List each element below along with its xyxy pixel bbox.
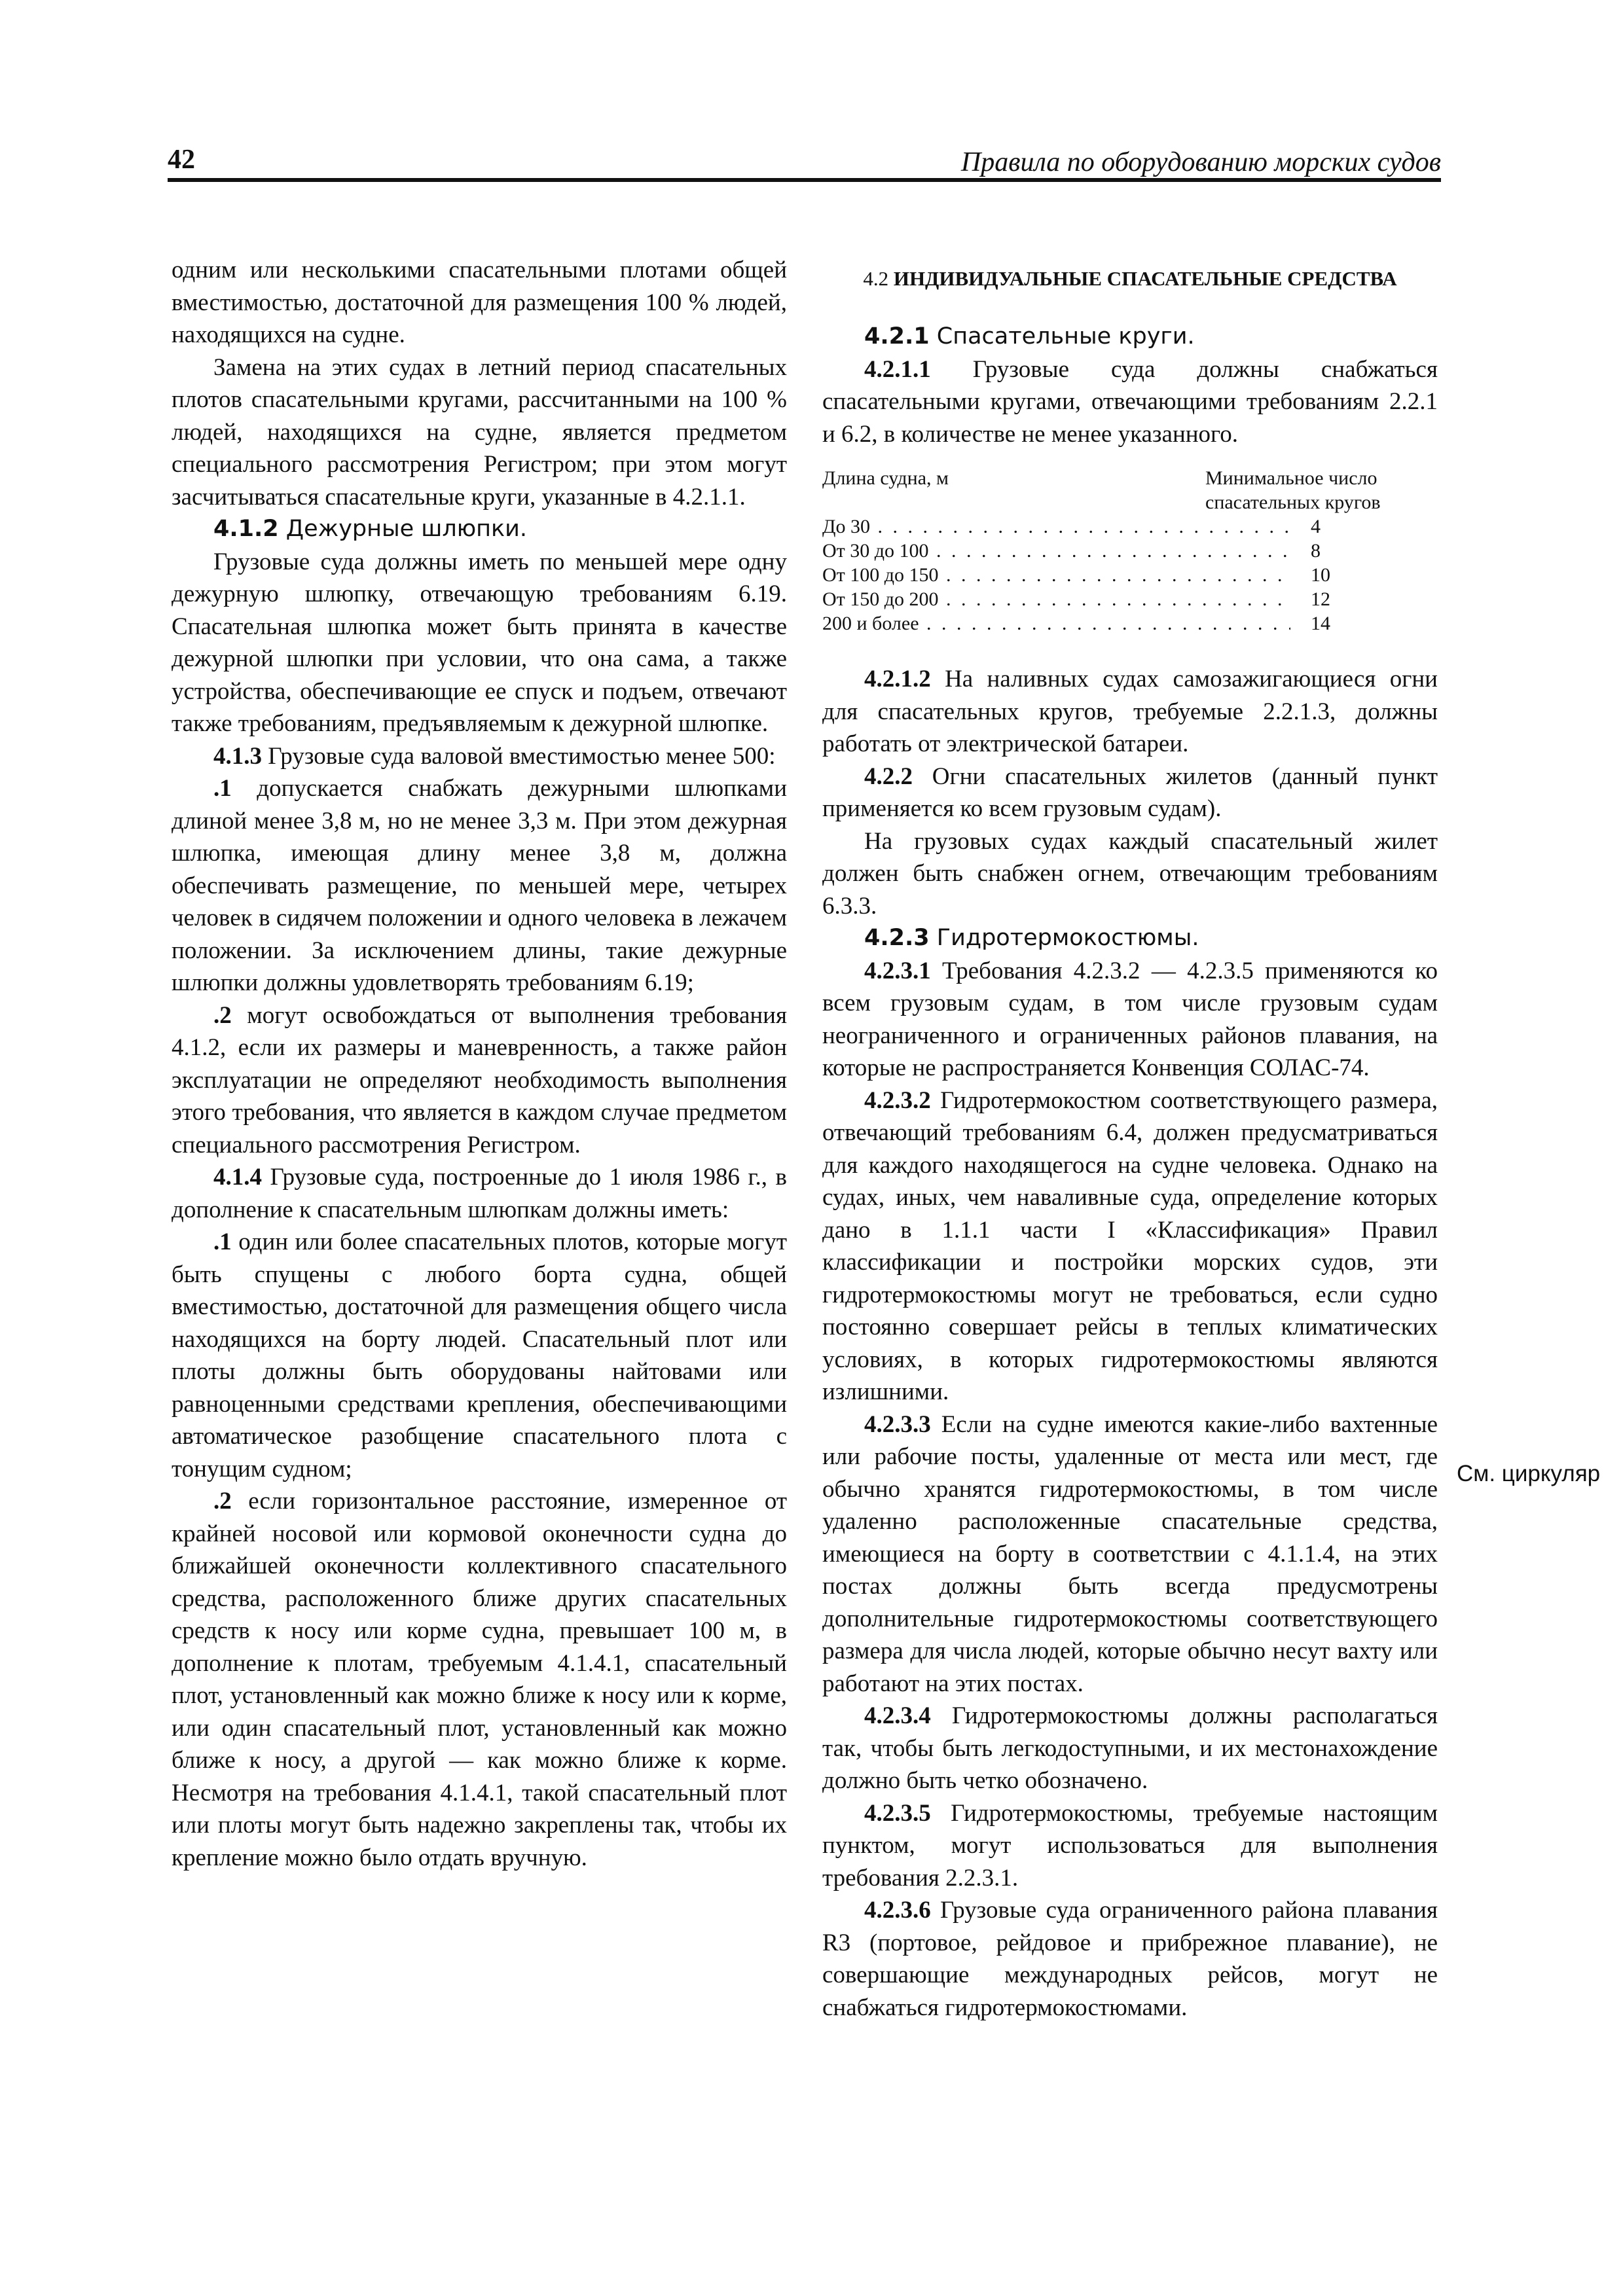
table-cell-count: 8 bbox=[1305, 539, 1321, 563]
clause-number: .2 bbox=[213, 1001, 232, 1029]
clause-paragraph: .2 могут освобождаться от выполнения требования 4.1.2, если их размеры и маневренность, а также район эксплуатации не определяют необходимость выполнения этого требования, что является в каждом случае предметом специального рассмотрения Регистром. bbox=[172, 1001, 787, 1158]
table-cell-length: От 100 до 150 . . . bbox=[822, 563, 1290, 587]
table-cell-length: 200 и более . . . bbox=[822, 611, 1290, 636]
table-col-count-header: Минимальное число спасательных кругов bbox=[1205, 467, 1381, 513]
table-cell-count: 4 bbox=[1305, 514, 1321, 539]
clause-number: 4.1.2 bbox=[213, 516, 279, 542]
clause-paragraph: 4.2.1.1 Грузовые суда должны снабжаться спасательными кругами, отвечающими требованиям 2.2.1 и 6.2, в количестве не менее указанного. bbox=[822, 355, 1438, 448]
clause-number: .1 bbox=[213, 1229, 232, 1255]
clause-paragraph: 4.2.3.2 Гидротермокостюм соответствующего размера, отвечающий требованиям 6.4, должен предусматриваться для каждого находящегося на судне человека. Однако на судах, иных, чем наваливные суда, определение которых дано в 1.1.1 части I «Классификация» Правил классификации и постройки морских судов, эти гидротермокостюмы могут не требоваться, если судно постоянно совершает рейсы в теплых климатических условиях, в которых гидротермокостюмы являются излишними. bbox=[822, 1086, 1438, 1405]
clause-number: 4.2.1.1 bbox=[864, 355, 931, 383]
clause-number: 4.1.3 bbox=[213, 742, 262, 770]
page-header bbox=[168, 144, 1441, 183]
table-cell-count: 10 bbox=[1305, 563, 1330, 587]
table-cell-length: От 30 до 100 . . . bbox=[822, 539, 1290, 563]
clause-paragraph: 4.2.3.4 Гидротермокостюмы должны располагаться так, чтобы быть легкодоступными, и их местонахождение должно быть четко обозначено. bbox=[822, 1702, 1438, 1794]
section-title bbox=[822, 266, 1438, 292]
right-column-top bbox=[822, 321, 1438, 450]
section-title-text: ИНДИВИДУАЛЬНЫЕ СПАСАТЕЛЬНЫЕ СРЕДСТВА bbox=[893, 267, 1397, 290]
clause-paragraph: 4.1.4 Грузовые суда, построенные до 1 июля 1986 г., в дополнение к спасательным шлюпкам должны иметь: bbox=[172, 1164, 787, 1223]
table-cell-length: До 30 . . . bbox=[822, 514, 1290, 539]
right-column bbox=[822, 254, 1438, 2024]
clause-number: 4.2.3.2 bbox=[864, 1086, 931, 1114]
clause-number: 4.1.4 bbox=[213, 1164, 262, 1191]
clause-number: 4.2.3.1 bbox=[864, 957, 931, 984]
table-cell-length: От 150 до 200 . . . bbox=[822, 587, 1290, 611]
clause-number: 4.2.1.2 bbox=[864, 666, 931, 692]
table-row bbox=[822, 611, 1438, 636]
clause-number: 4.2.3.6 bbox=[864, 1897, 931, 1924]
table-header bbox=[822, 466, 1438, 514]
clause-paragraph: 4.2.1.2 На наливных судах самозажигающиеся огни для спасательных кругов, требуемые 2.2.1.3, должны работать от электрической батареи. bbox=[822, 666, 1438, 757]
clause-number: 4.2.2 bbox=[864, 762, 913, 790]
clause-paragraph: 4.1.3 Грузовые суда валовой вместимостью менее 500: bbox=[213, 742, 776, 770]
clause-number: .1 bbox=[213, 775, 232, 802]
clause-paragraph: 4.2.3.3 Если на судне имеются какие-либо вахтенные или рабочие посты, удаленные от места или мест, где обычно хранятся гидротермокостюмы, в том числе удаленно расположенные спасательные средства, имеющиеся на борту в соответствии с 4.1.1.4, на этих постах должны быть всегда предусмотрены дополнительные гидротермокостюмы соответствующего размера для числа людей, которые обычно несут вахту или работают на этих постах. bbox=[822, 1410, 1438, 1697]
clause-number: 4.2.3.5 bbox=[864, 1799, 931, 1827]
margin-note: См. циркуляр bbox=[1457, 1461, 1601, 1486]
paragraph: Грузовые суда должны иметь по меньшей мере одну дежурную шлюпку, отвечающую требованиям 6.19. Спасательная шлюпка может быть принята в качестве дежурной шлюпки при условии, что она сама, а также устройства, обеспечивающие ее спуск и подъем, отвечают также требованиям, предъявляемым к дежурной шлюпке. bbox=[172, 548, 787, 737]
table-row bbox=[822, 514, 1438, 539]
clause-paragraph: 4.2.3.6 Грузовые суда ограниченного района плавания R3 (портовое, рейдовое и прибрежное плавание), не совершающие международных рейсов, могут не снабжаться гидротермокостюмами. bbox=[822, 1897, 1438, 2021]
table-row bbox=[822, 539, 1438, 563]
table-col-length-header: Длина судна, м bbox=[822, 467, 949, 489]
table-body bbox=[822, 514, 1438, 636]
section-number: 4.2 bbox=[863, 267, 889, 290]
paragraph: На грузовых судах каждый спасательный жилет должен быть снабжен огнем, отвечающим требованиям 6.3.3. bbox=[822, 827, 1438, 920]
table-row bbox=[822, 587, 1438, 611]
lifebuoy-table bbox=[822, 466, 1438, 636]
clause-number: 4.2.1 bbox=[864, 323, 930, 350]
clause-heading: 4.2.1 Спасательные круги. bbox=[864, 323, 1195, 350]
table-row bbox=[822, 563, 1438, 587]
table-cell-count: 14 bbox=[1305, 611, 1330, 636]
clause-number: 4.2.3 bbox=[864, 925, 930, 951]
clause-paragraph: .1 допускается снабжать дежурными шлюпками длиной менее 3,8 м, но не менее 3,3 м. При этом дежурная шлюпка, имеющая длину менее 3,8 м, должна обеспечивать размещение, по меньшей мере, четырех человек в сидячем положении и одного человека в лежачем положении. За исключением длины, такие дежурные шлюпки должны удовлетворять требованиям 6.19; bbox=[172, 775, 787, 996]
running-title: Правила по оборудованию морских судов bbox=[960, 147, 1441, 177]
clause-number: 4.2.3.3 bbox=[864, 1410, 931, 1438]
page-number: 42 bbox=[168, 145, 195, 175]
clause-paragraph: .2 если горизонтальное расстояние, измеренное от крайней носовой или кормовой оконечности судна до ближайшей оконечности коллективного спасательного средства, расположенного ближе других спасательных средств к носу или корме судна, превышает 100 м, в дополнение к плотам, требуемым 4.1.4.1, спасательный плот, установленный как можно ближе к носу или к корме, или один спасательный плот, установленный как можно ближе к носу, а другой — как можно ближе к корме. Несмотря на требования 4.1.4.1, такой спасательный плот или плоты могут быть надежно закреплены так, чтобы их крепление можно было отдать вручную. bbox=[172, 1488, 787, 1871]
paragraph: одним или несколькими спасательными плотами общей вместимостью, достаточной для размещения 100 % людей, находящихся на судне. bbox=[172, 257, 787, 348]
clause-paragraph: .1 один или более спасательных плотов, которые могут быть спущены с любого борта судна, общей вместимостью, достаточной для размещения общего числа находящихся на борту людей. Спасательный плот или плоты должны быть оборудованы найтовами или равноценными средствами крепления, обеспечивающими автоматическое разобщение спасательного плота с тонущим судном; bbox=[172, 1229, 787, 1482]
left-column bbox=[172, 254, 787, 1874]
right-column-bottom bbox=[822, 663, 1438, 2024]
clause-heading: 4.2.3 Гидротермокостюмы. bbox=[864, 925, 1199, 951]
clause-paragraph: 4.2.3.5 Гидротермокостюмы, требуемые настоящим пунктом, могут использоваться для выполнения требования 2.2.3.1. bbox=[822, 1799, 1438, 1892]
clause-number: 4.2.3.4 bbox=[864, 1702, 931, 1729]
clause-paragraph: 4.2.2 Огни спасательных жилетов (данный пункт применяется ко всем грузовым судам). bbox=[822, 762, 1438, 822]
clause-heading: 4.1.2 Дежурные шлюпки. bbox=[213, 516, 528, 542]
clause-paragraph: 4.2.3.1 Требования 4.2.3.2 — 4.2.3.5 применяются ко всем грузовым судам, в том числе грузовым судам неограниченного и ограниченных районов плавания, на которые не распространяется Конвенция СОЛАС-74. bbox=[822, 957, 1438, 1081]
clause-number: .2 bbox=[213, 1488, 232, 1515]
paragraph: Замена на этих судах в летний период спасательных плотов спасательными кругами, рассчитанными на 100 % людей, находящихся на судне, является предметом специального рассмотрения Регистром; при этом могут засчитываться спасательные круги, указанные в 4.2.1.1. bbox=[172, 353, 787, 511]
header-rule bbox=[168, 178, 1441, 182]
table-cell-count: 12 bbox=[1305, 587, 1330, 611]
